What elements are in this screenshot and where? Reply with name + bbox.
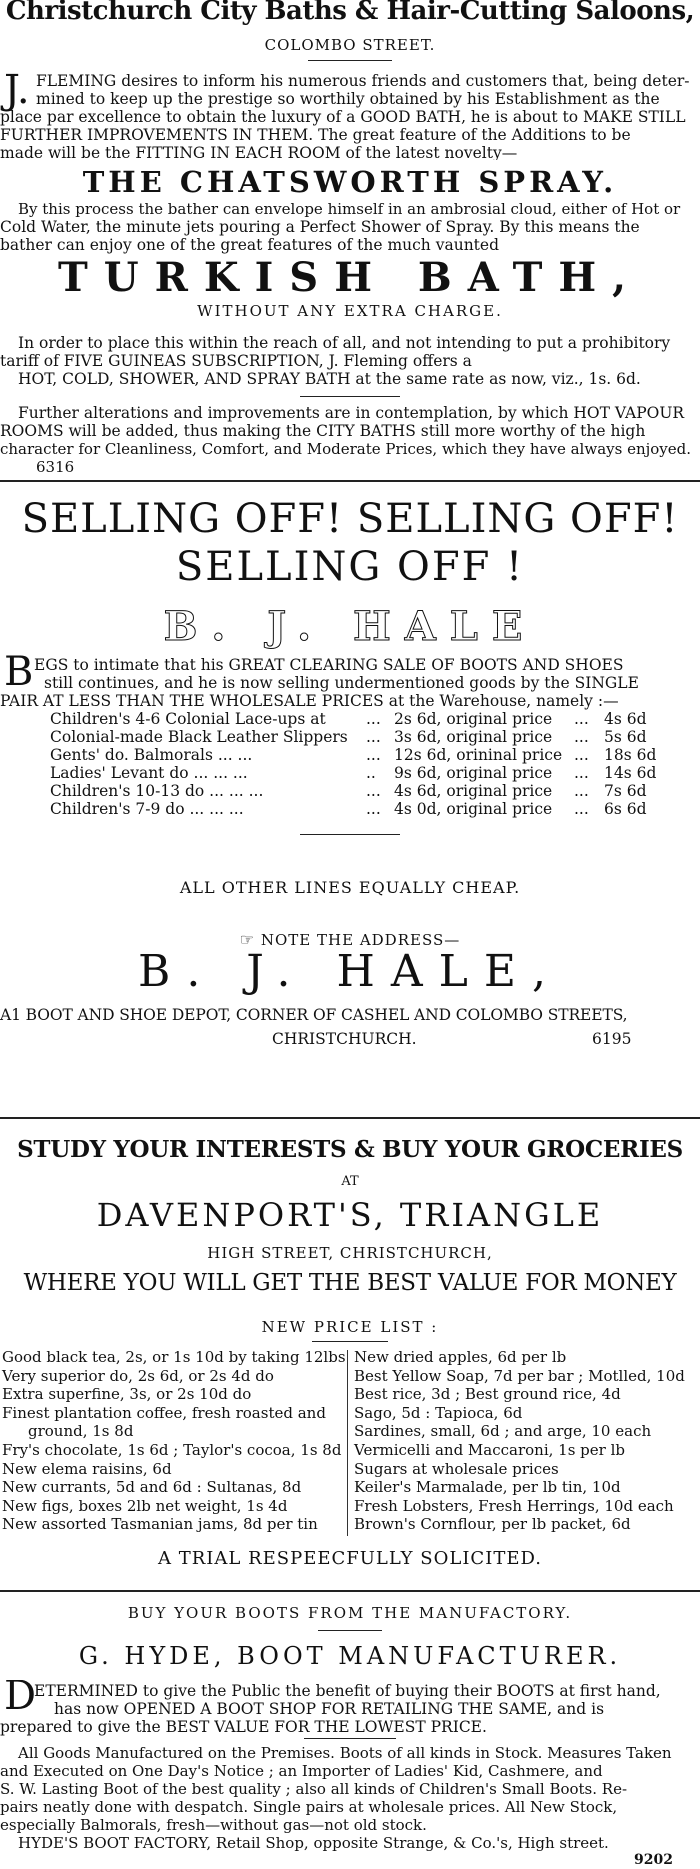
list-item: Vermicelli and Maccaroni, 1s per lb <box>354 1440 626 1459</box>
para1-line-4: made will be the FITTING IN EACH ROOM of the latest novelty— <box>0 144 518 160</box>
divider <box>0 1590 700 1592</box>
table-row: Children's 10-13 do ... ... ... ... 4s 6d, original price ... 7s 6d <box>50 782 647 800</box>
table-row: Children's 7-9 do ... ... ... ... 4s 0d, original price ... 6s 6d <box>50 800 647 818</box>
list-item: New dried apples, 6d per lb <box>354 1348 567 1366</box>
hale-city: CHRISTCHURCH. <box>272 1030 417 1048</box>
short-rule <box>318 1630 382 1631</box>
hale-intro <box>0 654 700 718</box>
selling-off-2: SELLING OFF ! <box>175 544 525 590</box>
selling-off-1: SELLING OFF! SELLING OFF! <box>21 496 679 542</box>
para4-line-1: ROOMS will be added, thus making the CITY BATHS still more worthy of the high <box>0 422 646 440</box>
dropcap-j: J. <box>4 70 30 113</box>
table-row: Children's 4-6 Colonial Lace-ups at ... 2s 6d, original price ... 4s 6d <box>50 710 647 728</box>
grocery-left-column <box>2 1348 345 1534</box>
baths-number: 6316 <box>36 458 75 476</box>
hyde-para1-line-0: ETERMINED to give the Public the benefit of buying their BOOTS at first hand, <box>34 1682 661 1700</box>
turkish-bath: TURKISH BATH, <box>57 254 643 301</box>
para2-line-2: bather can enjoy one of the great features of the much vaunted <box>0 236 500 254</box>
hyde-para2-line-1: and Executed on One Day's Notice ; an Importer of Ladies' Kid, Cashmere, and <box>0 1762 603 1780</box>
para1-line-1: mined to keep up the prestige so worthily obtained by his Establishment as the <box>36 90 660 108</box>
short-rule <box>308 60 392 61</box>
hyde-number: 9202 <box>634 1852 673 1868</box>
grocery-right-column <box>354 1348 700 1534</box>
without-extra-charge: WITHOUT ANY EXTRA CHARGE. <box>197 302 503 320</box>
note-address: NOTE THE ADDRESS— <box>260 931 461 949</box>
list-item: New currants, 5d and 6d : Sultanas, 8d <box>2 1478 302 1497</box>
hyde-para2-line-4: especially Balmorals, fresh—without gas—not old stock. <box>0 1816 427 1834</box>
price-list-title: NEW PRICE LIST : <box>261 1318 439 1336</box>
short-rule <box>300 396 400 397</box>
chatsworth-spray: THE CHATSWORTH SPRAY. <box>82 165 618 199</box>
para4-line-0: Further alterations and improvements are in contemplation, by which HOT VAPOUR <box>18 404 685 422</box>
para1-line-3: FURTHER IMPROVEMENTS IN THEM. The great feature of the Additions to be <box>0 126 631 144</box>
trial-solicited: A TRIAL RESPEECFULLY SOLICITED. <box>158 1548 542 1569</box>
list-item: Good black tea, 2s, or 1s 10d by taking 12lbs <box>2 1348 346 1366</box>
bj-hale-brand: B. J. HALE <box>163 603 537 650</box>
divider <box>0 1117 700 1119</box>
all-other-lines: ALL OTHER LINES EQUALLY CHEAP. <box>179 878 521 897</box>
groceries-at: AT <box>341 1174 359 1189</box>
hyde-para1 <box>0 1680 700 1738</box>
list-item: Very superior do, 2s 6d, or 2s 4d do <box>2 1366 274 1385</box>
list-item: Sardines, small, 6d ; and arge, 10 each <box>354 1422 652 1441</box>
para4-line-2: character for Cleanliness, Comfort, and Moderate Prices, which they have always enjoyed. <box>0 440 692 458</box>
list-item: Fresh Lobsters, Fresh Herrings, 10d each <box>354 1496 674 1515</box>
davenports-name: DAVENPORT'S, TRIANGLE <box>96 1196 604 1234</box>
intro-line-2: PAIR AT LESS THAN THE WHOLESALE PRICES at the Warehouse, namely :— <box>0 692 619 710</box>
hale-number: 6195 <box>592 1030 632 1048</box>
buy-boots: BUY YOUR BOOTS FROM THE MANUFACTORY. <box>127 1604 573 1622</box>
pointing-hand-icon: ☞ <box>239 930 256 949</box>
list-item: Keiler's Marmalade, per lb tin, 10d <box>354 1478 621 1497</box>
hyde-para2-line-0: All Goods Manufactured on the Premises. Boots of all kinds in Stock. Measures Taken <box>18 1744 672 1762</box>
short-rule <box>312 1341 388 1342</box>
bj-hale-name: B. J. HALE, <box>138 946 562 997</box>
g-hyde-name: G. HYDE, BOOT MANUFACTURER. <box>78 1642 622 1670</box>
groceries-headline: STUDY YOUR INTERESTS & BUY YOUR GROCERIES <box>17 1136 683 1163</box>
list-item: Best Yellow Soap, 7d per bar ; Motlled, 10d <box>354 1366 685 1385</box>
para1-line-2: place par excellence to obtain the luxury of a GOOD BATH, he is about to MAKE STILL <box>0 108 686 126</box>
list-item: Sago, 5d : Tapioca, 6d <box>354 1403 523 1422</box>
baths-para1 <box>0 70 700 160</box>
baths-title: Christchurch City Baths & Hair-Cutting Saloons, <box>5 0 695 26</box>
table-row: Colonial-made Black Leather Slippers ... 3s 6d, original price ... 5s 6d <box>50 728 647 746</box>
list-item: New elema raisins, 6d <box>2 1459 172 1478</box>
column-divider <box>347 1350 348 1536</box>
hyde-para2-line-3: pairs neatly done with despatch. Single pairs at wholesale prices. All New Stock, <box>0 1798 618 1816</box>
divider <box>0 480 700 482</box>
best-value-line: WHERE YOU WILL GET THE BEST VALUE FOR MONEY <box>23 1270 677 1296</box>
list-item: ground, 1s 8d <box>28 1422 134 1441</box>
list-item: Fry's chocolate, 1s 6d ; Taylor's cocoa, 1s 8d <box>2 1440 342 1459</box>
dropcap-b: B <box>4 654 34 695</box>
short-rule <box>300 834 400 835</box>
table-row: Gents' do. Balmorals ... ... ... 12s 6d, orininal price ... 18s 6d <box>50 746 657 764</box>
intro-line-1: still continues, and he is now selling undermentioned goods by the SINGLE <box>44 674 639 692</box>
list-item: Sugars at wholesale prices <box>354 1459 559 1478</box>
dropcap-d: D <box>4 1680 37 1719</box>
list-item: Best rice, 3d ; Best ground rice, 4d <box>354 1385 621 1404</box>
baths-street: COLOMBO STREET. <box>264 36 436 54</box>
intro-line-0: EGS to intimate that his GREAT CLEARING SALE OF BOOTS AND SHOES <box>34 656 624 674</box>
price-table <box>50 710 656 818</box>
hyde-para2-line-2: S. W. Lasting Boot of the best quality ; also all kinds of Children's Small Boots. Re- <box>0 1780 628 1798</box>
para3-line-0: In order to place this within the reach of all, and not intending to put a prohibitory <box>18 334 671 352</box>
short-rule <box>304 1738 396 1739</box>
para1-line-0: FLEMING desires to inform his numerous friends and customers that, being deter- <box>36 72 690 90</box>
davenports-street: HIGH STREET, CHRISTCHURCH, <box>207 1244 493 1262</box>
list-item: New figs, boxes 2lb net weight, 1s 4d <box>2 1496 288 1515</box>
hyde-footer: HYDE'S BOOT FACTORY, Retail Shop, opposite Strange, & Co.'s, High street. <box>18 1834 609 1852</box>
table-row: Ladies' Levant do ... ... ... .. 9s 6d, original price ... 14s 6d <box>50 764 657 782</box>
hale-address: A1 BOOT AND SHOE DEPOT, CORNER OF CASHEL AND COLOMBO STREETS, <box>0 1006 628 1024</box>
para3-line-1: tariff of FIVE GUINEAS SUBSCRIPTION, J. Fleming offers a <box>0 352 472 370</box>
list-item: Finest plantation coffee, fresh roasted and <box>2 1403 326 1422</box>
para3-line-2: HOT, COLD, SHOWER, AND SPRAY BATH at the same rate as now, viz., 1s. 6d. <box>18 370 641 388</box>
list-item: Brown's Cornflour, per lb packet, 6d <box>354 1515 631 1534</box>
hyde-para1-line-2: prepared to give the BEST VALUE FOR THE LOWEST PRICE. <box>0 1718 487 1736</box>
para2-line-1: Cold Water, the minute jets pouring a Perfect Shower of Spray. By this means the <box>0 218 640 236</box>
list-item: New assorted Tasmanian jams, 8d per tin <box>2 1515 318 1534</box>
hyde-para1-line-1: has now OPENED A BOOT SHOP FOR RETAILING THE SAME, and is <box>54 1700 605 1718</box>
list-item: Extra superfine, 3s, or 2s 10d do <box>2 1385 252 1404</box>
para2-line-0: By this process the bather can envelope himself in an ambrosial cloud, either of Hot or <box>18 200 681 218</box>
